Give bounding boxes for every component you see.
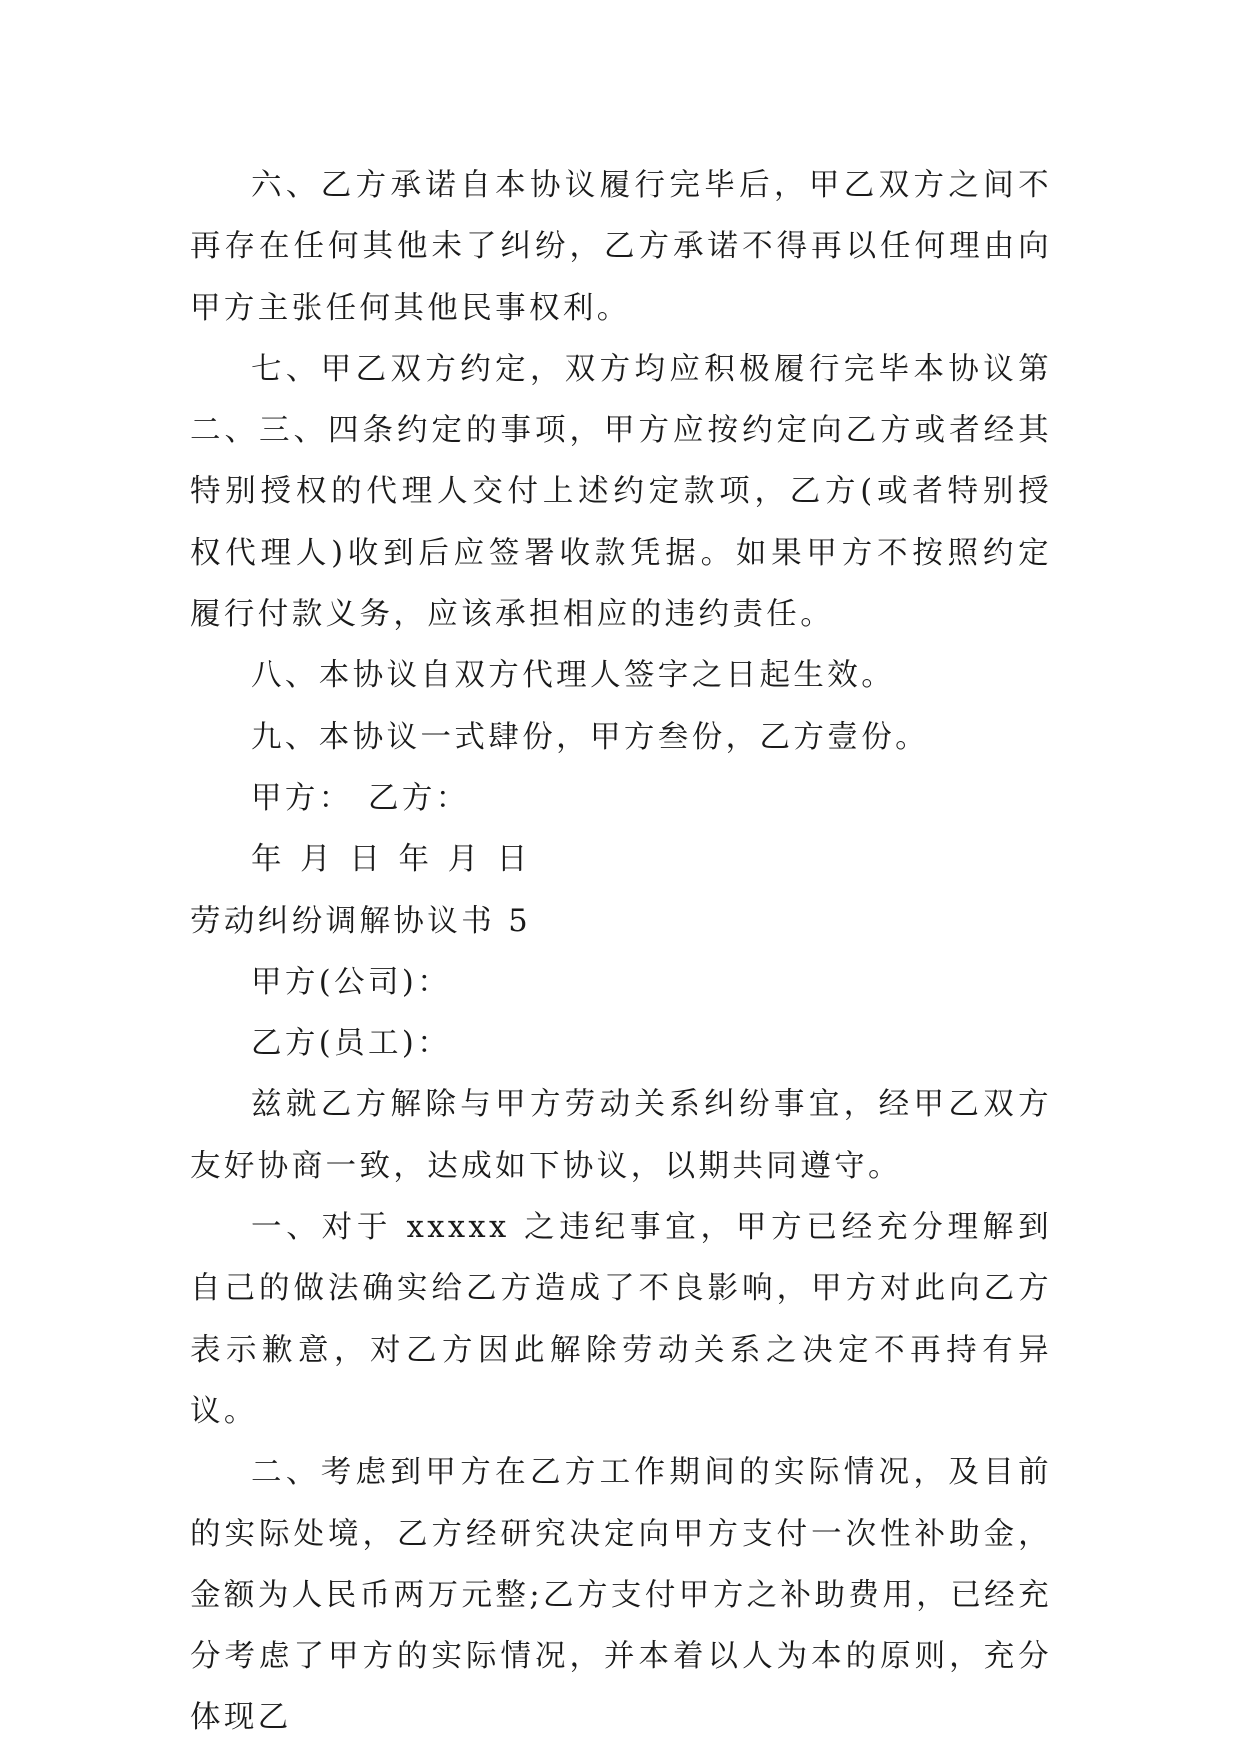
date-month-a: 月 — [300, 842, 335, 878]
section-title: 劳动纠纷调解协议书 5 — [190, 903, 531, 939]
clause-six: 六、乙方承诺自本协议履行完毕后，甲乙双方之间不再存在任何其他未了纠纷，乙方承诺不得再以任何理由向甲方主张任何其他民事权利。 — [190, 168, 1052, 326]
date-month-b: 月 — [447, 842, 482, 878]
item-one: 一、对于 xxxxx 之违纪事宜，甲方已经充分理解到自己的做法确实给乙方造成了不良影响，甲方对此向乙方表示歉意，对乙方因此解除劳动关系之决定不再持有异议。 — [190, 1210, 1052, 1429]
party-a-signature-label: 甲方： — [251, 780, 353, 816]
date-day-b: 日 — [496, 842, 531, 878]
date-year-b: 年 — [398, 842, 433, 878]
clause-eight: 八、本协议自双方代理人签字之日起生效。 — [251, 658, 896, 694]
clause-seven: 七、甲乙双方约定，双方均应积极履行完毕本协议第二、三、四条约定的事项，甲方应按约定向乙方或者经其特别授权的代理人交付上述约定款项，乙方(或者特别授权代理人)收到后应签署收款凭据。如果甲方不按照约定履行付款义务，应该承担相应的违约责任。 — [190, 351, 1052, 633]
item-two: 二、考虑到甲方在乙方工作期间的实际情况，及目前的实际处境，乙方经研究决定向甲方支付一次性补助金，金额为人民币两万元整;乙方支付甲方之补助费用，已经充分考虑了甲方的实际情况，并本着以人为本的原则，充分体现乙 — [190, 1455, 1052, 1736]
clause-nine: 九、本协议一式肆份，甲方叁份，乙方壹份。 — [251, 719, 929, 755]
date-day-a: 日 — [349, 842, 384, 878]
party-b-employee-line: 乙方(员工)： — [251, 1026, 452, 1062]
agreement-intro: 兹就乙方解除与甲方劳动关系纠纷事宜，经甲乙双方友好协商一致，达成如下协议，以期共同遵守。 — [190, 1087, 1052, 1184]
party-b-signature-label: 乙方： — [367, 780, 470, 816]
party-a-company-line: 甲方(公司)： — [251, 964, 452, 1000]
signature-parties-line — [190, 768, 1052, 829]
document-body — [190, 155, 1052, 1749]
date-year-a: 年 — [251, 842, 285, 878]
signature-date-line — [190, 829, 1052, 890]
